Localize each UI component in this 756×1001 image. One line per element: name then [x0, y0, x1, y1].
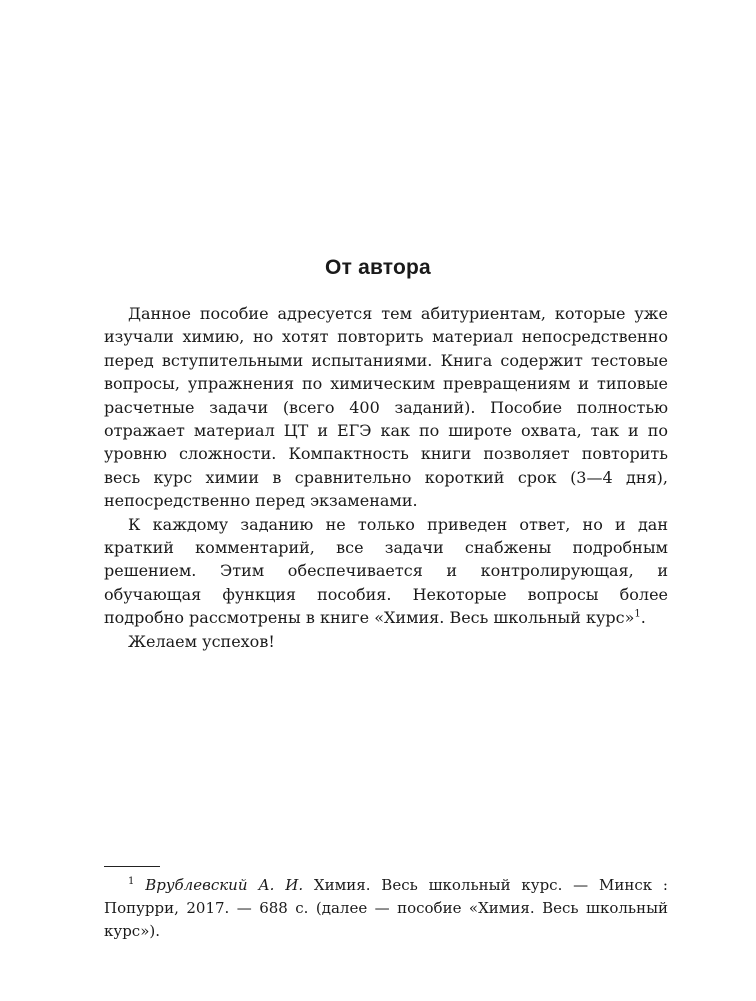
paragraph-2-end: . [640, 608, 646, 628]
footnote-divider [104, 866, 160, 867]
footnote-reference: 1 [634, 608, 641, 620]
paragraph-1: Данное пособие адресуется тем абитуриентам, которые уже изучали химию, но хотят повторить материал непосредственно перед вступительными испытаниями. Книга содержит тестовые вопросы, упражнения по химическим превращениям и типовые расчетные задачи (всего 400 заданий). Пособие полностью отражает материал ЦТ и ЕГЭ как по широте охвата, так и по уровню сложности. Компактность книги позволяет повторить весь курс химии в сравнительно короткий срок (3—4 дня), непосредственно перед экзаменами. [104, 304, 668, 511]
main-text [104, 302, 668, 653]
paragraph-2 [104, 513, 668, 630]
footnote [104, 874, 668, 943]
footnote-text: Химия. Весь школьный курс. — Минск : Попурри, 2017. — 688 с. (далее — пособие «Химия. Весь школьный курс»). [104, 876, 668, 940]
paragraph-3: Желаем успехов! [128, 631, 275, 651]
footnote-marker: 1 [128, 876, 135, 887]
footnote-author: Врублевский А. И. [145, 876, 304, 894]
section-heading: От автора [325, 256, 431, 279]
paragraph-2-text: К каждому заданию не только приведен ответ, но и дан краткий комментарий, все задачи снабжены подробным решением. Этим обеспечивается и контролирующая, и обучающая функция пособия. Некоторые вопросы более подробно рассмотрены в книге «Химия. Весь школьный курс» [104, 514, 668, 628]
